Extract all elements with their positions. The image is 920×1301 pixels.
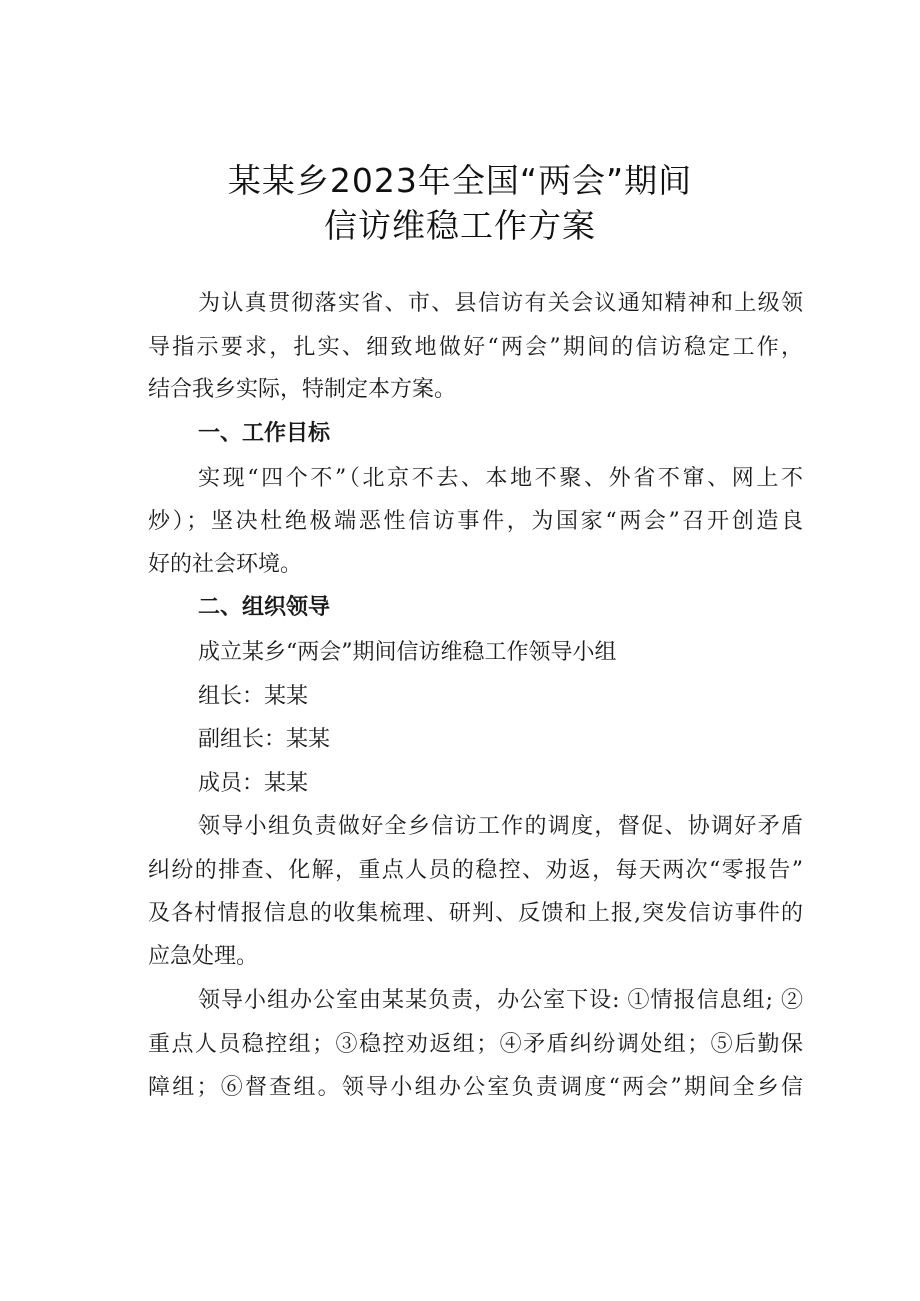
duty-line-4: 应急处理。 xyxy=(148,944,259,969)
group-leader: 组长：某某 xyxy=(198,684,309,709)
duty-line-3: 及各村情报信息的收集梳理、研判、反馈和上报,突发信访事件的 xyxy=(148,901,803,926)
intro-line-2: 导指示要求，扎实、细致地做好“两会”期间的信访稳定工作， xyxy=(148,335,803,360)
group-members: 成员：某某 xyxy=(198,771,309,796)
duty-line-1: 领导小组负责做好全乡信访工作的调度，督促、协调好矛盾 xyxy=(198,814,803,839)
group-deputy: 副组长：某某 xyxy=(198,727,331,752)
intro-line-3: 结合我乡实际，特制定本方案。 xyxy=(148,377,457,402)
office-line-3: 障组；⑥督查组。领导小组办公室负责调度“两会”期间全乡信 xyxy=(148,1075,803,1100)
section-1-line-1: 实现“四个不”（北京不去、本地不聚、外省不窜、网上不 xyxy=(198,466,803,491)
section-1-line-2: 炒）；坚决杜绝极端恶性信访事件，为国家“两会”召开创造良 xyxy=(148,509,803,534)
document-title-line-1: 某某乡2023年全国“两会”期间 xyxy=(227,161,693,200)
office-line-2: 重点人员稳控组；③稳控劝返组；④矛盾纠纷调处组；⑤后勤保 xyxy=(148,1032,803,1057)
intro-line-1: 为认真贯彻落实省、市、县信访有关会议通知精神和上级领 xyxy=(198,291,803,316)
office-line-1: 领导小组办公室由某某负责，办公室下设: ①情报信息组; ② xyxy=(198,988,803,1013)
group-intro: 成立某乡“两会”期间信访维稳工作领导小组 xyxy=(198,640,617,665)
document-title-line-2: 信访维稳工作方案 xyxy=(324,206,596,245)
section-1-line-3: 好的社会环境。 xyxy=(148,552,303,577)
duty-line-2: 纠纷的排查、化解，重点人员的稳控、劝返，每天两次“零报告” xyxy=(148,858,803,883)
section-2-heading: 二、组织领导 xyxy=(198,595,331,620)
section-1-heading: 一、工作目标 xyxy=(198,421,331,446)
